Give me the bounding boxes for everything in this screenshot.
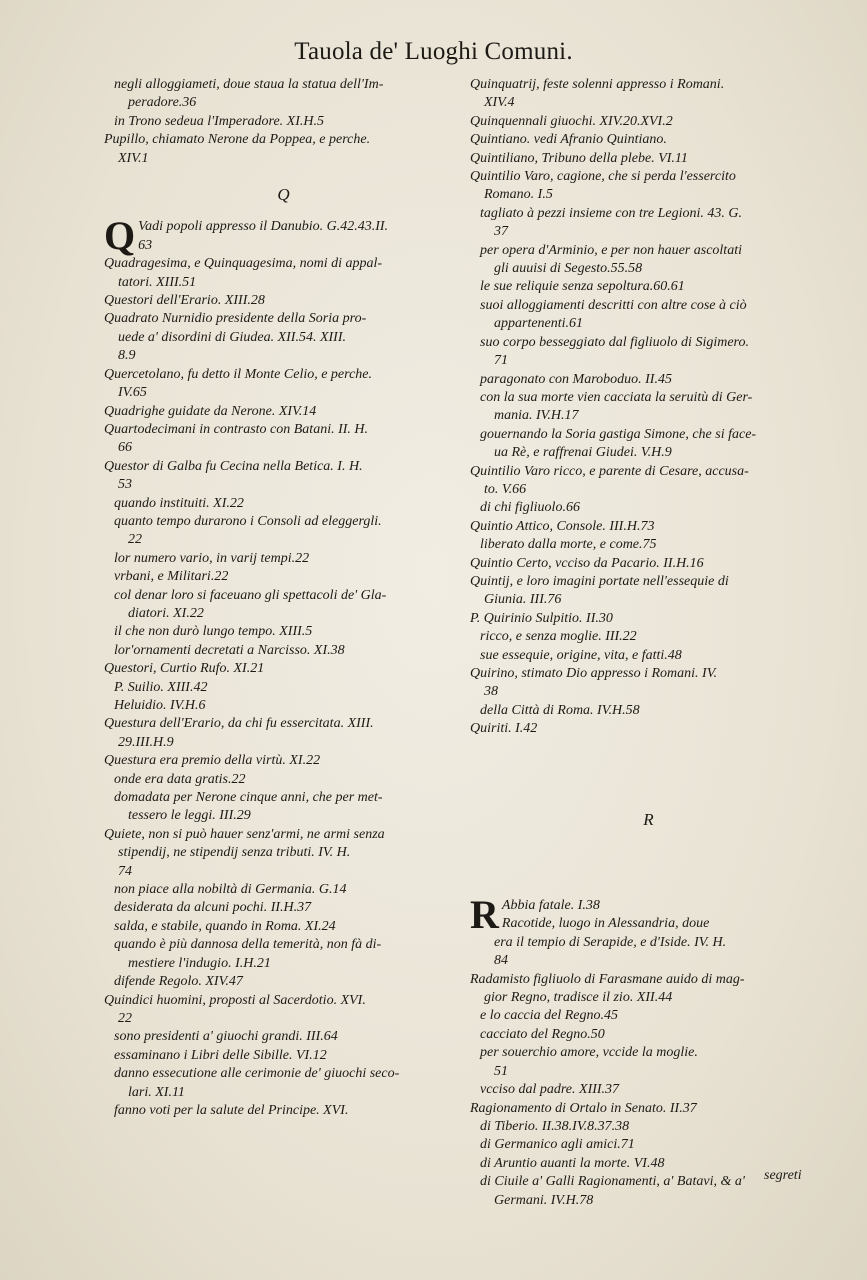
index-entry [470, 647, 828, 665]
left-column [104, 76, 464, 1120]
index-entry [470, 665, 828, 702]
entry-text: paragonato con Maroboduo. II.45 [480, 371, 672, 387]
index-entry [104, 76, 464, 113]
index-entry [470, 1007, 828, 1025]
entry-text: sono presidenti a' giuochi grandi. III.64 [114, 1029, 338, 1045]
entry-text: Quinquennali giuochi. XIV.20.XVI.2 [470, 113, 673, 129]
entry-text: le sue reliquie senza sepoltura.60.61 [480, 279, 685, 295]
index-entry [470, 555, 828, 573]
index-entry [470, 131, 828, 149]
index-entry [470, 76, 828, 113]
index-entry [104, 715, 464, 752]
index-entry [470, 389, 828, 426]
index-entry [104, 623, 464, 641]
entry-text: Quiriti. I.42 [470, 721, 538, 737]
entry-continuation: mania. IV.H.17 [494, 408, 579, 424]
drop-cap: R [470, 892, 499, 938]
entry-text: vcciso dal padre. XIII.37 [480, 1082, 620, 1098]
entry-text: sue essequie, origine, vita, e fatti.48 [480, 647, 682, 663]
entry-text: P. Quirinio Sulpitio. II.30 [470, 610, 613, 626]
entry-continuation: Giunia. III.76 [484, 592, 562, 608]
index-entry [470, 242, 828, 279]
index-entry [104, 899, 464, 917]
entry-continuation: 63 [138, 237, 153, 253]
entry-text: per opera d'Arminio, e per non hauer ascoltati [480, 242, 742, 258]
index-entry [104, 568, 464, 586]
index-entry [470, 702, 828, 720]
index-entry [470, 499, 828, 517]
entry-text: Questori dell'Erario. XIII.28 [104, 293, 265, 309]
entry-text: di Ciuile a' Galli Ragionamenti, a' Batavi, & a' [480, 1174, 745, 1190]
entry-text: P. Suilio. XIII.42 [114, 679, 208, 695]
index-entry [104, 403, 464, 421]
entry-text: Questori, Curtio Rufo. XI.21 [104, 661, 265, 677]
entry-text: Heluidio. IV.H.6 [114, 698, 206, 713]
index-entry [104, 1102, 464, 1120]
entry-continuation: XIV.1 [118, 150, 149, 166]
entry-text: Quadrato Nurnidio presidente della Soria pro- [104, 311, 367, 327]
entry-continuation: tessero le leggi. III.29 [128, 808, 251, 824]
entry-text: onde era data gratis.22 [114, 771, 246, 787]
index-entry [104, 642, 464, 660]
index-entry [104, 213, 464, 259]
entry-text: liberato dalla morte, e come.75 [480, 537, 657, 553]
entry-text: di Aruntio auanti la morte. VI.48 [480, 1155, 665, 1171]
index-entry [470, 573, 828, 610]
index-entry [104, 826, 464, 881]
entry-text: Questura era premio della virtù. XI.22 [104, 753, 321, 769]
index-entry [104, 789, 464, 826]
index-entry [104, 936, 464, 973]
entry-continuation: 66 [118, 440, 132, 456]
entry-continuation: era il tempio di Serapide, e d'Iside. IV. H. [494, 934, 727, 950]
index-entry [470, 278, 828, 296]
index-entry [470, 426, 828, 463]
entry-continuation: Romano. I.5 [484, 187, 553, 203]
entry-text: Pupillo, chiamato Nerone da Poppea, e perche. [104, 132, 371, 148]
entry-text: Quindici huomini, proposti al Sacerdotio. XVI. [104, 992, 366, 1008]
index-entry [104, 292, 464, 310]
index-entry [470, 1026, 828, 1044]
index-entry [470, 971, 828, 1008]
entry-continuation: 29.III.H.9 [118, 734, 174, 750]
index-entry [104, 255, 464, 292]
entry-continuation: tatori. XIII.51 [118, 274, 197, 290]
index-entry [104, 366, 464, 403]
entry-continuation: peradore.36 [128, 95, 197, 111]
index-entry [104, 421, 464, 458]
index-entry [470, 463, 828, 500]
right-column [470, 76, 828, 1210]
entry-continuation: 74 [118, 863, 132, 879]
index-entry [104, 992, 464, 1029]
entry-continuation: uede a' disordini di Giudea. XII.54. XIII. [118, 329, 346, 345]
entry-text: lor'ornamenti decretati a Narcisso. XI.38 [114, 642, 345, 658]
entry-continuation: 53 [118, 477, 132, 493]
entry-text: quando instituiti. XI.22 [114, 495, 244, 511]
entry-text: Racotide, luogo in Alessandria, doue [501, 916, 710, 932]
index-entry [104, 973, 464, 991]
entry-text: salda, e stabile, quando in Roma. XI.24 [114, 918, 336, 934]
index-entry [470, 371, 828, 389]
index-entry [104, 550, 464, 568]
entry-text: essaminano i Libri delle Sibille. VI.12 [114, 1047, 327, 1063]
entry-continuation: to. V.66 [484, 481, 527, 497]
entry-text: suoi alloggiamenti descritti con altre cose à ciò [480, 297, 747, 313]
entry-text: Quartodecimani in contrasto con Batani. II. H. [104, 421, 369, 437]
entry-continuation: mestiere l'indugio. I.H.21 [128, 955, 271, 971]
index-entry [470, 518, 828, 536]
index-entry [104, 131, 464, 168]
entry-text: danno essecutione alle cerimonie de' giuochi seco- [114, 1066, 400, 1082]
entry-text: quando è più dannosa della temerità, non fà di- [114, 937, 382, 953]
index-entry [104, 752, 464, 770]
entry-text: domadata per Nerone cinque anni, che per met- [114, 790, 383, 806]
index-entry [470, 334, 828, 371]
drop-cap: Q [104, 213, 136, 259]
entry-continuation: lari. XI.11 [128, 1084, 185, 1100]
section-letter: R [643, 809, 655, 829]
entry-text: gouernando la Soria gastiga Simone, che si face- [480, 426, 757, 442]
entry-text: quanto tempo durarono i Consoli ad eleggergli. [114, 513, 382, 529]
index-entry [470, 628, 828, 646]
entry-text: Quirino, stimato Dio appresso i Romani. IV. [470, 666, 717, 681]
index-entry [104, 1028, 464, 1046]
entry-continuation: stipendij, ne stipendij senza tributi. IV. H. [118, 845, 351, 861]
index-entry [104, 310, 464, 365]
entry-text: di Tiberio. II.38.IV.8.37.38 [480, 1118, 630, 1134]
index-entry [470, 1100, 828, 1118]
entry-text: cacciato del Regno.50 [480, 1026, 605, 1042]
entry-text: Quinquatrij, feste solenni appresso i Romani. [470, 77, 725, 92]
index-entry [104, 660, 464, 678]
index-entry [470, 536, 828, 554]
entry-continuation: gior Regno, tradisce il zio. XII.44 [484, 990, 673, 1006]
entry-continuation: IV.65 [118, 385, 147, 401]
spacer [470, 739, 828, 793]
index-entry [104, 495, 464, 513]
index-entry [470, 1136, 828, 1154]
entry-continuation: appartenenti.61 [494, 316, 584, 332]
entry-text: non piace alla nobiltà di Germania. G.14 [114, 882, 347, 898]
entry-text: desiderata da alcuni pochi. II.H.37 [114, 900, 312, 916]
entry-text: lor numero vario, in varij tempi.22 [114, 550, 310, 566]
entry-text: Questor di Galba fu Cecina nella Betica. I. H. [104, 458, 363, 474]
entry-continuation: XIV.4 [484, 95, 515, 111]
index-entry [470, 1081, 828, 1099]
index-entry [470, 205, 828, 242]
entry-text: vrbani, e Militari.22 [114, 569, 229, 585]
entry-text: in Trono sedeua l'Imperadore. XI.H.5 [114, 113, 324, 129]
index-entry [470, 1044, 828, 1081]
section-letter: Q [277, 185, 291, 205]
spacer [470, 843, 828, 897]
index-entry [470, 1118, 828, 1136]
entry-text: suo corpo besseggiato dal figliuolo di Sigimero. [480, 334, 749, 350]
index-entry [104, 458, 464, 495]
entry-continuation: 71 [494, 353, 508, 369]
entry-text: Quintiliano, Tribuno della plebe. VI.11 [470, 150, 688, 166]
entry-text: Ragionamento di Ortalo in Senato. II.37 [470, 1100, 697, 1116]
entry-text: Radamisto figliuolo di Farasmane auido di mag- [470, 971, 745, 987]
entry-text: Quintilio Varo ricco, e parente di Cesare, accusa- [470, 463, 749, 479]
index-entry [470, 915, 828, 970]
entry-continuation: 22 [128, 532, 142, 548]
entry-continuation: 38 [484, 684, 498, 700]
page-title: Tauola de' Luoghi Comuni. [294, 38, 573, 65]
entry-text: per souerchio amore, vccide la moglie. [480, 1045, 698, 1061]
index-entry [104, 771, 464, 789]
entry-continuation: 8.9 [118, 348, 136, 364]
index-entry [104, 881, 464, 899]
entry-text: Quintio Attico, Console. III.H.73 [470, 518, 655, 534]
entry-text: e lo caccia del Regno.45 [480, 1008, 619, 1024]
index-entry [470, 113, 828, 131]
entry-text: Quadragesima, e Quinquagesima, nomi di appal- [104, 256, 383, 272]
index-entry [104, 113, 464, 131]
entry-text: Quintio Certo, vcciso da Pacario. II.H.16 [470, 555, 704, 571]
entry-text: della Città di Roma. IV.H.58 [480, 702, 640, 718]
entry-text: negli alloggiameti, doue staua la statua dell'Im- [114, 77, 384, 92]
entry-text: Quintij, e loro imagini portate nell'essequie di [470, 573, 729, 589]
entry-text: ricco, e senza moglie. III.22 [480, 629, 637, 645]
entry-continuation: 22 [118, 1010, 132, 1026]
catchword: segreti [764, 1168, 802, 1183]
entry-text: il che non durò lungo tempo. XIII.5 [114, 624, 313, 640]
index-entry [470, 168, 828, 205]
index-entry [104, 1065, 464, 1102]
index-entry [104, 679, 464, 697]
index-entry [104, 513, 464, 550]
index-entry [104, 1047, 464, 1065]
entry-text: Vadi popoli appresso il Danubio. G.42.43.II. [138, 219, 389, 235]
index-entry [470, 150, 828, 168]
entry-text: con la sua morte vien cacciata la seruitù di Ger- [480, 389, 753, 405]
index-entry [470, 720, 828, 738]
index-entry [104, 918, 464, 936]
entry-text: Quadrighe guidate da Nerone. XIV.14 [104, 403, 317, 419]
entry-continuation: Germani. IV.H.78 [494, 1192, 594, 1208]
entry-text: Quintilio Varo, cagione, che si perda l'essercito [470, 169, 736, 185]
index-entry [470, 297, 828, 334]
entry-text: Abbia fatale. I.38 [501, 898, 600, 914]
entry-continuation: ua Rè, e raffrenai Giudei. V.H.9 [494, 445, 672, 461]
index-entry [104, 697, 464, 715]
entry-continuation: diatori. XI.22 [128, 605, 204, 621]
entry-text: difende Regolo. XIV.47 [114, 974, 243, 990]
entry-text: tagliato à pezzi insieme con tre Legioni. 43. G. [480, 205, 742, 221]
entry-continuation: 37 [494, 224, 508, 240]
entry-text: di Germanico agli amici.71 [480, 1137, 635, 1153]
entry-text: Questura dell'Erario, da chi fu essercitata. XIII. [104, 716, 374, 732]
entry-continuation: 51 [494, 1063, 508, 1079]
entry-text: Quintiano. vedi Afranio Quintiano. [470, 132, 667, 148]
entry-continuation: gli auuisi di Segesto.55.58 [494, 261, 643, 277]
entry-text: di chi figliuolo.66 [480, 500, 580, 516]
entry-text: Quiete, non si può hauer senz'armi, ne armi senza [104, 826, 385, 842]
entry-text: Quercetolano, fu detto il Monte Celio, e perche. [104, 366, 373, 382]
entry-text: fanno voti per la salute del Principe. XVI. [114, 1102, 349, 1118]
entry-text: col denar loro si faceuano gli spettacoli de' Gla- [114, 587, 387, 603]
index-entry [104, 587, 464, 624]
entry-continuation: 84 [494, 953, 508, 969]
index-entry [470, 610, 828, 628]
